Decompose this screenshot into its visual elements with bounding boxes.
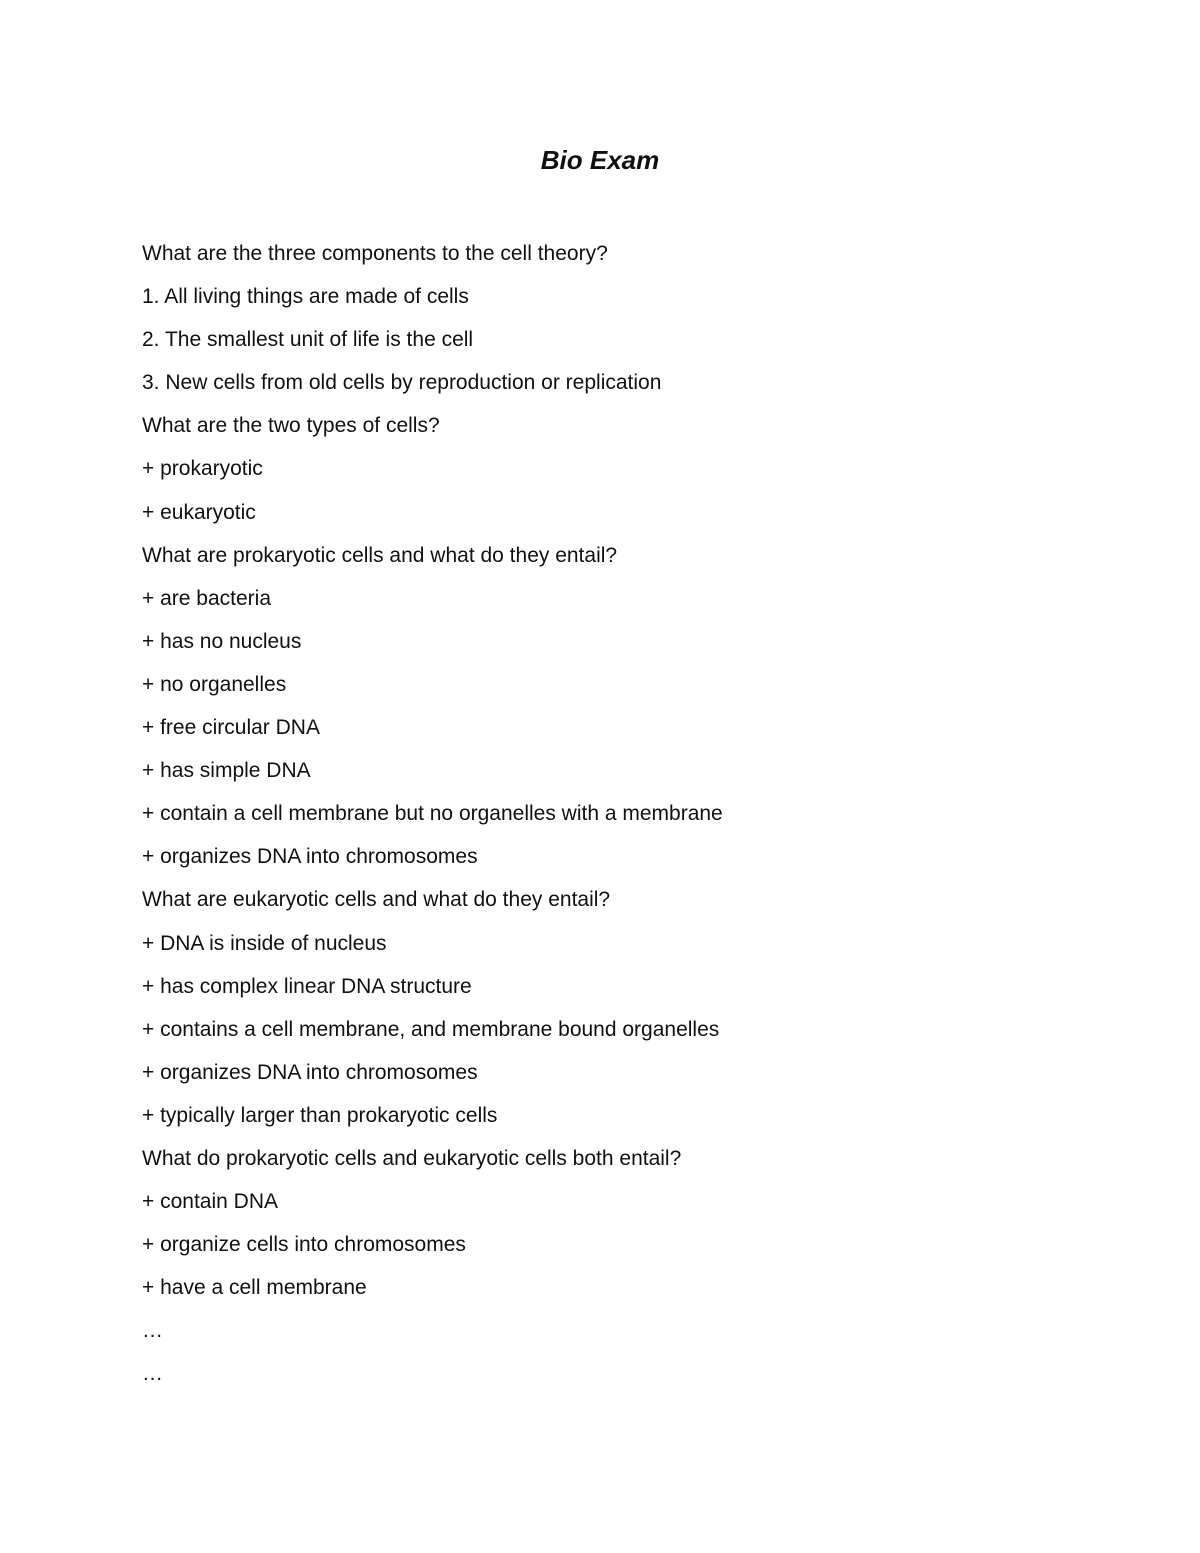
list-item: + have a cell membrane xyxy=(142,1276,367,1300)
list-item: + free circular DNA xyxy=(142,716,320,740)
question-line: What are eukaryotic cells and what do they entail? xyxy=(142,888,611,912)
question-line: What are the two types of cells? xyxy=(142,414,440,438)
list-item: + has complex linear DNA structure xyxy=(142,974,472,998)
list-item: + DNA is inside of nucleus xyxy=(142,931,387,955)
list-item: + organizes DNA into chromosomes xyxy=(142,845,478,869)
question-line: What do prokaryotic cells and eukaryotic cells both entail? xyxy=(142,1146,682,1170)
list-item: + contain DNA xyxy=(142,1190,278,1214)
list-item: 2. The smallest unit of life is the cell xyxy=(142,328,474,352)
list-item: + typically larger than prokaryotic cells xyxy=(142,1103,498,1127)
list-item: + has no nucleus xyxy=(142,629,302,653)
list-item: + contains a cell membrane, and membrane bound organelles xyxy=(142,1017,720,1041)
list-item: + organizes DNA into chromosomes xyxy=(142,1060,478,1084)
list-item: + contain a cell membrane but no organelles with a membrane xyxy=(142,802,723,826)
ellipsis-line: … xyxy=(142,1362,163,1386)
document-body xyxy=(142,238,1102,1402)
question-line: What are prokaryotic cells and what do they entail? xyxy=(142,543,618,567)
list-item: + organize cells into chromosomes xyxy=(142,1233,466,1257)
list-item: + eukaryotic xyxy=(142,500,256,524)
document-title: Bio Exam xyxy=(540,145,660,175)
list-item: + has simple DNA xyxy=(142,759,311,783)
ellipsis-line: … xyxy=(142,1319,163,1343)
list-item: 1. All living things are made of cells xyxy=(142,285,469,309)
list-item: 3. New cells from old cells by reproduction or replication xyxy=(142,371,662,395)
list-item: + no organelles xyxy=(142,672,287,696)
list-item: + prokaryotic xyxy=(142,457,263,481)
list-item: + are bacteria xyxy=(142,586,271,610)
question-line: What are the three components to the cell theory? xyxy=(142,242,608,265)
